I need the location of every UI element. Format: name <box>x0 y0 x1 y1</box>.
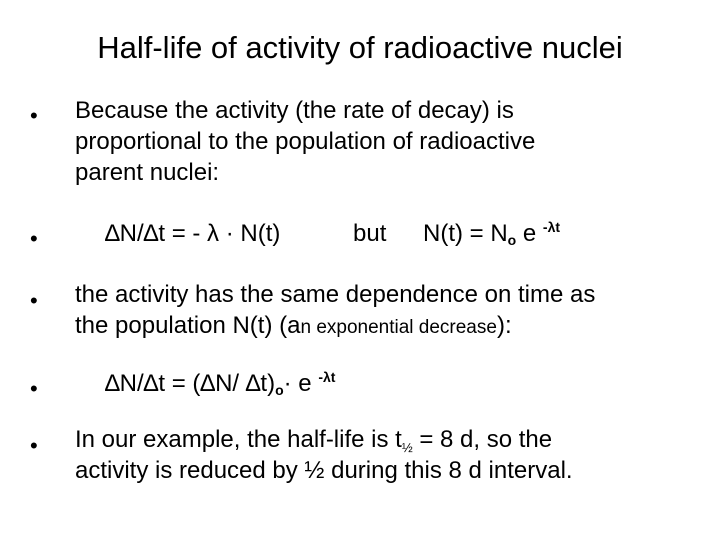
formula-text: e <box>516 220 543 247</box>
bullet-marker: • <box>30 103 38 128</box>
formula-text: · e <box>283 370 319 397</box>
bullet-marker: • <box>30 433 38 458</box>
text-segment: ): <box>496 312 512 339</box>
superscript: -λt <box>542 219 561 235</box>
text-line <box>75 310 595 343</box>
formula-activity-decay <box>105 370 335 398</box>
text-line: Because the activity (the rate of decay) is <box>75 97 514 124</box>
text-segment: = 8 d, so the <box>412 426 553 453</box>
formula-text: N(t) = N <box>423 220 508 247</box>
bullet-marker: • <box>30 226 38 251</box>
text-line: the activity has the same dependence on time as <box>75 281 596 308</box>
bullet-marker: • <box>30 376 38 401</box>
subscript-half: ½ <box>401 440 413 455</box>
bullet-text-1 <box>75 95 535 188</box>
subscript: o <box>275 382 284 398</box>
slide-title: Half-life of activity of radioactive nuclei <box>97 30 623 65</box>
bullet-marker: • <box>30 288 38 313</box>
subscript: o <box>507 232 517 248</box>
formula-population <box>423 220 560 248</box>
text-line: parent nuclei: <box>75 159 220 186</box>
text-segment: the population N(t) (a <box>75 312 301 339</box>
bullet-text-3 <box>75 279 595 343</box>
text-line: proportional to the population of radioactive <box>75 128 536 155</box>
text-line: activity is reduced by ½ during this 8 d interval. <box>75 457 573 484</box>
superscript: -λt <box>318 369 336 385</box>
formula-but: but <box>353 220 387 247</box>
text-segment: In our example, the half-life is t <box>75 426 402 453</box>
formula-activity: ∆N/∆t = - λ · N(t) <box>105 220 281 247</box>
formula-text: ∆N/∆t = (∆N/ ∆t) <box>105 370 276 397</box>
text-line <box>75 424 573 455</box>
text-segment: n exponential decrease <box>300 317 497 338</box>
bullet-text-5 <box>75 424 573 486</box>
